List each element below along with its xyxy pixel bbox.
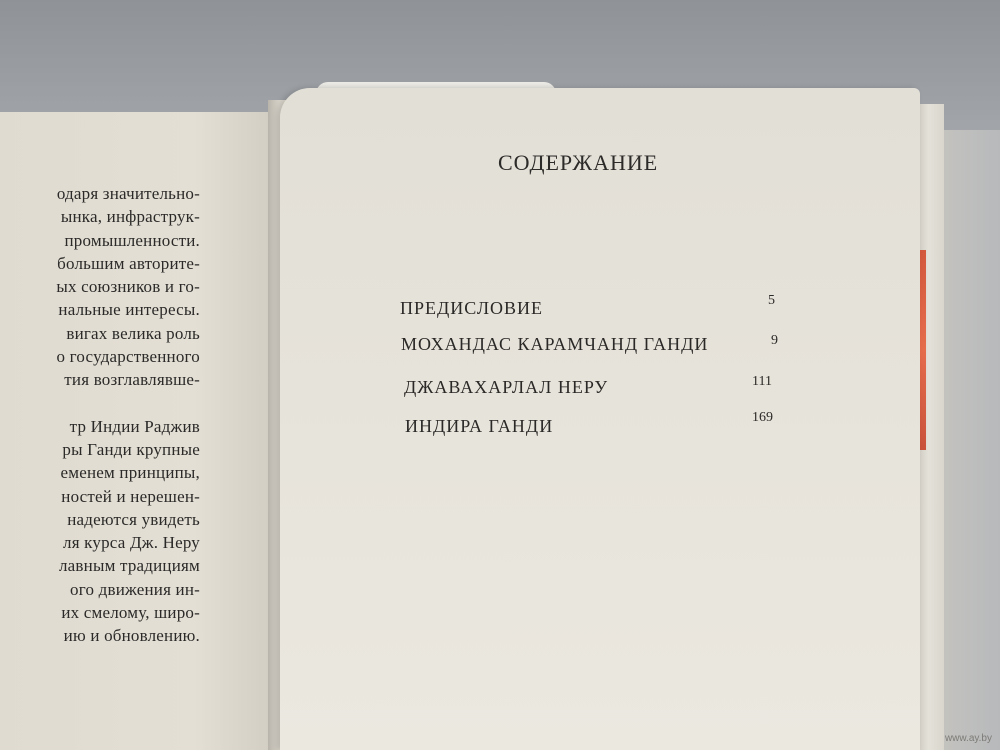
toc-entry-page: 9 [771,333,778,348]
toc-entry-title: МОХАНДАС КАРАМЧАНД ГАНДИ [401,334,709,354]
text-line: ностей и нерешен- [61,486,200,506]
text-line: вигах велика роль [66,323,200,343]
text-line: одаря значительно- [56,184,200,203]
book-cover-back [944,130,1000,750]
text-line: ры Ганди крупные [62,439,200,459]
text-line: еменем принципы, [60,463,200,483]
text-line: ию и обновлению. [63,626,200,646]
toc-entry-page: 111 [752,374,772,389]
left-page [0,112,278,750]
text-line: промышленности. [64,230,200,250]
toc-entry-title: ПРЕДИСЛОВИЕ [400,298,544,318]
text-line: их смелому, широ- [61,603,200,623]
paragraph-gap [0,392,200,415]
text-line: тия возглавлявше- [64,370,200,390]
text-line: надеются увидеть [67,509,200,529]
text-line: тр Индии Раджив [69,416,200,436]
right-page [280,88,920,750]
left-page-text [0,182,200,648]
text-line: ого движения ин- [70,579,200,599]
text-line: большим авторите- [57,253,200,273]
text-line: нальные интересы. [58,300,200,320]
toc-entry-page: 5 [768,293,775,308]
toc-entry-title: ДЖАВАХАРЛАЛ НЕРУ [404,377,609,397]
text-line: лавным традициям [59,556,200,576]
toc-title: СОДЕРЖАНИЕ [498,150,659,175]
text-line: ля курса Дж. Неру [63,533,200,553]
text-line: ых союзников и го- [56,277,200,297]
text-line: ынка, инфраструк- [60,207,200,227]
toc-entry-page: 169 [752,410,773,425]
toc-entry-title: ИНДИРА ГАНДИ [405,416,554,436]
text-line: о государственного [56,347,200,367]
watermark: www.ay.by [944,733,992,744]
